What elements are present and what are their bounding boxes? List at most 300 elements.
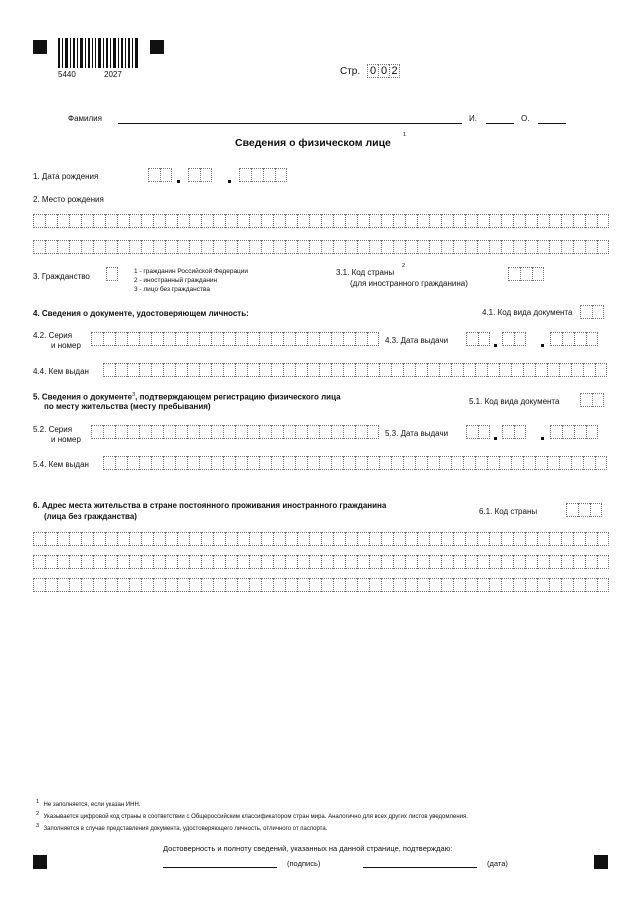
input-cell[interactable] xyxy=(117,214,129,228)
input-cell[interactable] xyxy=(405,555,417,569)
input-cell[interactable] xyxy=(309,532,321,546)
input-cell[interactable] xyxy=(129,578,141,592)
input-cell[interactable] xyxy=(273,240,285,254)
input-cell[interactable] xyxy=(381,214,393,228)
input-cell[interactable] xyxy=(535,456,547,470)
input-cell[interactable] xyxy=(511,456,523,470)
input-cell[interactable] xyxy=(331,425,343,439)
input-cell[interactable] xyxy=(283,332,295,346)
input-cell[interactable] xyxy=(429,214,441,228)
input-cell[interactable] xyxy=(307,332,319,346)
input-cell[interactable] xyxy=(93,578,105,592)
input-cell[interactable] xyxy=(177,555,189,569)
input-cell[interactable] xyxy=(93,240,105,254)
input-cell[interactable] xyxy=(597,555,609,569)
input-cell[interactable] xyxy=(511,363,523,377)
input-cell[interactable] xyxy=(441,532,453,546)
input-cell[interactable] xyxy=(175,456,187,470)
input-cell[interactable] xyxy=(223,332,235,346)
input-cell[interactable] xyxy=(105,532,117,546)
input-cell[interactable] xyxy=(463,363,475,377)
input-cell[interactable] xyxy=(333,532,345,546)
input-cell[interactable] xyxy=(307,363,319,377)
input-cell[interactable] xyxy=(559,456,571,470)
input-cell[interactable] xyxy=(417,578,429,592)
input-cell[interactable] xyxy=(117,532,129,546)
input-cell[interactable] xyxy=(151,363,163,377)
input-cell[interactable] xyxy=(405,578,417,592)
input-cell[interactable] xyxy=(297,578,309,592)
input-cell[interactable] xyxy=(441,555,453,569)
input-cell[interactable] xyxy=(225,214,237,228)
input-cell[interactable] xyxy=(153,578,165,592)
input-cell[interactable] xyxy=(345,532,357,546)
input-cell[interactable] xyxy=(139,363,151,377)
address-row-3[interactable] xyxy=(33,578,609,592)
input-cell[interactable] xyxy=(343,363,355,377)
input-cell[interactable] xyxy=(33,240,45,254)
input-cell[interactable] xyxy=(93,214,105,228)
input-cell[interactable] xyxy=(487,363,499,377)
input-cell[interactable] xyxy=(259,332,271,346)
input-cell[interactable] xyxy=(405,214,417,228)
input-cell[interactable] xyxy=(597,578,609,592)
input-cell[interactable] xyxy=(595,363,607,377)
input-cell[interactable] xyxy=(525,532,537,546)
input-cell[interactable] xyxy=(57,240,69,254)
input-cell[interactable] xyxy=(477,578,489,592)
issue-date-4-day[interactable] xyxy=(466,332,490,346)
input-cell[interactable] xyxy=(439,456,451,470)
input-cell[interactable] xyxy=(295,332,307,346)
input-cell[interactable] xyxy=(391,363,403,377)
input-cell[interactable] xyxy=(237,532,249,546)
input-cell[interactable] xyxy=(271,332,283,346)
input-cell[interactable] xyxy=(369,578,381,592)
input-cell[interactable] xyxy=(525,555,537,569)
input-cell[interactable] xyxy=(597,214,609,228)
input-cell[interactable] xyxy=(429,578,441,592)
input-cell[interactable] xyxy=(141,214,153,228)
input-cell[interactable] xyxy=(343,425,355,439)
input-cell[interactable] xyxy=(513,240,525,254)
input-cell[interactable] xyxy=(465,555,477,569)
input-cell[interactable] xyxy=(345,240,357,254)
issued-by-5-cells[interactable] xyxy=(103,456,607,470)
input-cell[interactable] xyxy=(237,555,249,569)
input-cell[interactable] xyxy=(571,456,583,470)
input-cell[interactable] xyxy=(177,240,189,254)
input-cell[interactable] xyxy=(405,532,417,546)
input-cell[interactable] xyxy=(319,425,331,439)
input-cell[interactable] xyxy=(235,425,247,439)
input-cell[interactable] xyxy=(355,332,367,346)
address-row-1[interactable] xyxy=(33,532,609,546)
input-cell[interactable] xyxy=(489,578,501,592)
input-cell[interactable] xyxy=(271,425,283,439)
initial-name-field[interactable] xyxy=(486,123,514,124)
input-cell[interactable] xyxy=(285,532,297,546)
input-cell[interactable] xyxy=(597,532,609,546)
input-cell[interactable] xyxy=(33,555,45,569)
input-cell[interactable] xyxy=(393,240,405,254)
input-cell[interactable] xyxy=(489,240,501,254)
input-cell[interactable] xyxy=(369,214,381,228)
input-cell[interactable] xyxy=(369,532,381,546)
input-cell[interactable] xyxy=(391,456,403,470)
input-cell[interactable] xyxy=(513,555,525,569)
input-cell[interactable] xyxy=(261,214,273,228)
input-cell[interactable] xyxy=(585,214,597,228)
input-cell[interactable] xyxy=(343,332,355,346)
input-cell[interactable] xyxy=(333,578,345,592)
input-cell[interactable] xyxy=(199,363,211,377)
input-cell[interactable] xyxy=(381,578,393,592)
input-cell[interactable] xyxy=(523,363,535,377)
input-cell[interactable] xyxy=(45,214,57,228)
input-cell[interactable] xyxy=(417,240,429,254)
address-row-2[interactable] xyxy=(33,555,609,569)
input-cell[interactable] xyxy=(271,363,283,377)
input-cell[interactable] xyxy=(283,363,295,377)
doc-type-4-cells[interactable] xyxy=(580,305,604,319)
input-cell[interactable] xyxy=(165,555,177,569)
input-cell[interactable] xyxy=(585,578,597,592)
input-cell[interactable] xyxy=(151,456,163,470)
input-cell[interactable] xyxy=(309,240,321,254)
input-cell[interactable] xyxy=(33,214,45,228)
input-cell[interactable] xyxy=(333,240,345,254)
input-cell[interactable] xyxy=(561,532,573,546)
input-cell[interactable] xyxy=(393,214,405,228)
input-cell[interactable] xyxy=(57,214,69,228)
input-cell[interactable] xyxy=(151,425,163,439)
input-cell[interactable] xyxy=(463,456,475,470)
input-cell[interactable] xyxy=(451,456,463,470)
input-cell[interactable] xyxy=(393,578,405,592)
input-cell[interactable] xyxy=(355,456,367,470)
input-cell[interactable] xyxy=(475,363,487,377)
input-cell[interactable] xyxy=(489,555,501,569)
input-cell[interactable] xyxy=(273,578,285,592)
input-cell[interactable] xyxy=(573,578,585,592)
input-cell[interactable] xyxy=(513,214,525,228)
input-cell[interactable] xyxy=(525,240,537,254)
input-cell[interactable] xyxy=(259,456,271,470)
input-cell[interactable] xyxy=(523,456,535,470)
input-cell[interactable] xyxy=(201,214,213,228)
input-cell[interactable] xyxy=(369,240,381,254)
date-field[interactable] xyxy=(363,867,477,868)
input-cell[interactable] xyxy=(139,425,151,439)
input-cell[interactable] xyxy=(127,425,139,439)
issue-date-5-year[interactable] xyxy=(550,425,598,439)
input-cell[interactable] xyxy=(225,555,237,569)
input-cell[interactable] xyxy=(249,532,261,546)
input-cell[interactable] xyxy=(189,532,201,546)
input-cell[interactable] xyxy=(151,332,163,346)
input-cell[interactable] xyxy=(295,425,307,439)
input-cell[interactable] xyxy=(297,214,309,228)
input-cell[interactable] xyxy=(427,456,439,470)
input-cell[interactable] xyxy=(81,555,93,569)
input-cell[interactable] xyxy=(271,456,283,470)
country-code-6-cells[interactable] xyxy=(566,503,602,517)
input-cell[interactable] xyxy=(297,532,309,546)
input-cell[interactable] xyxy=(57,532,69,546)
input-cell[interactable] xyxy=(187,363,199,377)
input-cell[interactable] xyxy=(235,332,247,346)
input-cell[interactable] xyxy=(453,532,465,546)
input-cell[interactable] xyxy=(285,214,297,228)
input-cell[interactable] xyxy=(141,578,153,592)
input-cell[interactable] xyxy=(487,456,499,470)
input-cell[interactable] xyxy=(91,425,103,439)
input-cell[interactable] xyxy=(549,555,561,569)
input-cell[interactable] xyxy=(595,456,607,470)
input-cell[interactable] xyxy=(393,532,405,546)
input-cell[interactable] xyxy=(235,363,247,377)
input-cell[interactable] xyxy=(117,240,129,254)
birth-place-row-2[interactable] xyxy=(33,240,609,254)
input-cell[interactable] xyxy=(237,214,249,228)
input-cell[interactable] xyxy=(331,456,343,470)
input-cell[interactable] xyxy=(343,456,355,470)
input-cell[interactable] xyxy=(333,555,345,569)
country-code-cells[interactable] xyxy=(508,267,544,281)
input-cell[interactable] xyxy=(381,532,393,546)
input-cell[interactable] xyxy=(153,240,165,254)
input-cell[interactable] xyxy=(321,578,333,592)
input-cell[interactable] xyxy=(295,363,307,377)
input-cell[interactable] xyxy=(345,555,357,569)
input-cell[interactable] xyxy=(259,363,271,377)
input-cell[interactable] xyxy=(129,555,141,569)
input-cell[interactable] xyxy=(177,214,189,228)
input-cell[interactable] xyxy=(103,363,115,377)
input-cell[interactable] xyxy=(127,456,139,470)
input-cell[interactable] xyxy=(285,578,297,592)
input-cell[interactable] xyxy=(223,456,235,470)
input-cell[interactable] xyxy=(105,240,117,254)
input-cell[interactable] xyxy=(439,363,451,377)
input-cell[interactable] xyxy=(537,240,549,254)
input-cell[interactable] xyxy=(379,363,391,377)
input-cell[interactable] xyxy=(427,363,439,377)
issued-by-4-cells[interactable] xyxy=(103,363,607,377)
input-cell[interactable] xyxy=(381,555,393,569)
input-cell[interactable] xyxy=(129,240,141,254)
input-cell[interactable] xyxy=(91,332,103,346)
input-cell[interactable] xyxy=(225,578,237,592)
input-cell[interactable] xyxy=(211,332,223,346)
input-cell[interactable] xyxy=(321,555,333,569)
input-cell[interactable] xyxy=(45,240,57,254)
input-cell[interactable] xyxy=(453,240,465,254)
input-cell[interactable] xyxy=(295,456,307,470)
input-cell[interactable] xyxy=(235,456,247,470)
birth-place-row-1[interactable] xyxy=(33,214,609,228)
input-cell[interactable] xyxy=(319,332,331,346)
input-cell[interactable] xyxy=(453,555,465,569)
input-cell[interactable] xyxy=(103,456,115,470)
input-cell[interactable] xyxy=(141,240,153,254)
input-cell[interactable] xyxy=(367,425,379,439)
input-cell[interactable] xyxy=(273,555,285,569)
input-cell[interactable] xyxy=(141,555,153,569)
input-cell[interactable] xyxy=(103,332,115,346)
input-cell[interactable] xyxy=(175,363,187,377)
input-cell[interactable] xyxy=(309,214,321,228)
input-cell[interactable] xyxy=(525,578,537,592)
input-cell[interactable] xyxy=(367,456,379,470)
input-cell[interactable] xyxy=(105,214,117,228)
input-cell[interactable] xyxy=(405,240,417,254)
input-cell[interactable] xyxy=(69,532,81,546)
issue-date-4-year[interactable] xyxy=(550,332,598,346)
input-cell[interactable] xyxy=(477,214,489,228)
input-cell[interactable] xyxy=(225,532,237,546)
input-cell[interactable] xyxy=(223,425,235,439)
input-cell[interactable] xyxy=(163,363,175,377)
input-cell[interactable] xyxy=(249,578,261,592)
input-cell[interactable] xyxy=(501,214,513,228)
input-cell[interactable] xyxy=(237,240,249,254)
input-cell[interactable] xyxy=(297,555,309,569)
input-cell[interactable] xyxy=(249,240,261,254)
input-cell[interactable] xyxy=(45,532,57,546)
input-cell[interactable] xyxy=(499,363,511,377)
input-cell[interactable] xyxy=(477,555,489,569)
input-cell[interactable] xyxy=(379,456,391,470)
input-cell[interactable] xyxy=(213,555,225,569)
series-number-4-cells[interactable] xyxy=(91,332,379,346)
input-cell[interactable] xyxy=(477,240,489,254)
issue-date-4-month[interactable] xyxy=(502,332,526,346)
input-cell[interactable] xyxy=(367,332,379,346)
input-cell[interactable] xyxy=(273,214,285,228)
input-cell[interactable] xyxy=(201,578,213,592)
input-cell[interactable] xyxy=(309,555,321,569)
input-cell[interactable] xyxy=(117,578,129,592)
input-cell[interactable] xyxy=(547,363,559,377)
input-cell[interactable] xyxy=(247,363,259,377)
input-cell[interactable] xyxy=(415,456,427,470)
input-cell[interactable] xyxy=(309,578,321,592)
input-cell[interactable] xyxy=(429,240,441,254)
input-cell[interactable] xyxy=(45,578,57,592)
input-cell[interactable] xyxy=(573,214,585,228)
birth-date-month[interactable] xyxy=(188,168,212,182)
input-cell[interactable] xyxy=(81,240,93,254)
series-number-5-cells[interactable] xyxy=(91,425,379,439)
input-cell[interactable] xyxy=(177,532,189,546)
input-cell[interactable] xyxy=(357,214,369,228)
input-cell[interactable] xyxy=(105,555,117,569)
input-cell[interactable] xyxy=(247,456,259,470)
issue-date-5-day[interactable] xyxy=(466,425,490,439)
birth-date-year[interactable] xyxy=(239,168,287,182)
input-cell[interactable] xyxy=(201,532,213,546)
input-cell[interactable] xyxy=(223,363,235,377)
input-cell[interactable] xyxy=(165,578,177,592)
input-cell[interactable] xyxy=(537,578,549,592)
input-cell[interactable] xyxy=(127,332,139,346)
input-cell[interactable] xyxy=(583,456,595,470)
input-cell[interactable] xyxy=(501,578,513,592)
input-cell[interactable] xyxy=(81,532,93,546)
input-cell[interactable] xyxy=(357,578,369,592)
input-cell[interactable] xyxy=(115,363,127,377)
initial-patronymic-field[interactable] xyxy=(538,123,566,124)
input-cell[interactable] xyxy=(187,456,199,470)
input-cell[interactable] xyxy=(369,555,381,569)
birth-date-day[interactable] xyxy=(148,168,172,182)
input-cell[interactable] xyxy=(81,578,93,592)
input-cell[interactable] xyxy=(165,240,177,254)
input-cell[interactable] xyxy=(177,578,189,592)
input-cell[interactable] xyxy=(321,240,333,254)
input-cell[interactable] xyxy=(345,578,357,592)
input-cell[interactable] xyxy=(163,456,175,470)
input-cell[interactable] xyxy=(129,214,141,228)
signature-field[interactable] xyxy=(163,867,277,868)
input-cell[interactable] xyxy=(441,240,453,254)
input-cell[interactable] xyxy=(535,363,547,377)
input-cell[interactable] xyxy=(69,240,81,254)
input-cell[interactable] xyxy=(45,555,57,569)
input-cell[interactable] xyxy=(213,240,225,254)
input-cell[interactable] xyxy=(453,578,465,592)
input-cell[interactable] xyxy=(441,214,453,228)
input-cell[interactable] xyxy=(453,214,465,228)
doc-type-5-cells[interactable] xyxy=(580,393,604,407)
input-cell[interactable] xyxy=(189,240,201,254)
input-cell[interactable] xyxy=(355,425,367,439)
input-cell[interactable] xyxy=(585,240,597,254)
input-cell[interactable] xyxy=(105,578,117,592)
input-cell[interactable] xyxy=(297,240,309,254)
input-cell[interactable] xyxy=(331,332,343,346)
input-cell[interactable] xyxy=(345,214,357,228)
input-cell[interactable] xyxy=(307,456,319,470)
input-cell[interactable] xyxy=(211,456,223,470)
input-cell[interactable] xyxy=(213,214,225,228)
input-cell[interactable] xyxy=(285,240,297,254)
input-cell[interactable] xyxy=(189,555,201,569)
input-cell[interactable] xyxy=(475,456,487,470)
input-cell[interactable] xyxy=(465,578,477,592)
input-cell[interactable] xyxy=(69,555,81,569)
input-cell[interactable] xyxy=(153,555,165,569)
input-cell[interactable] xyxy=(165,532,177,546)
input-cell[interactable] xyxy=(199,425,211,439)
input-cell[interactable] xyxy=(201,555,213,569)
input-cell[interactable] xyxy=(261,532,273,546)
input-cell[interactable] xyxy=(319,456,331,470)
input-cell[interactable] xyxy=(187,425,199,439)
input-cell[interactable] xyxy=(537,214,549,228)
input-cell[interactable] xyxy=(381,240,393,254)
input-cell[interactable] xyxy=(93,532,105,546)
input-cell[interactable] xyxy=(513,578,525,592)
input-cell[interactable] xyxy=(499,456,511,470)
input-cell[interactable] xyxy=(249,214,261,228)
input-cell[interactable] xyxy=(129,532,141,546)
input-cell[interactable] xyxy=(211,363,223,377)
input-cell[interactable] xyxy=(237,578,249,592)
input-cell[interactable] xyxy=(115,425,127,439)
